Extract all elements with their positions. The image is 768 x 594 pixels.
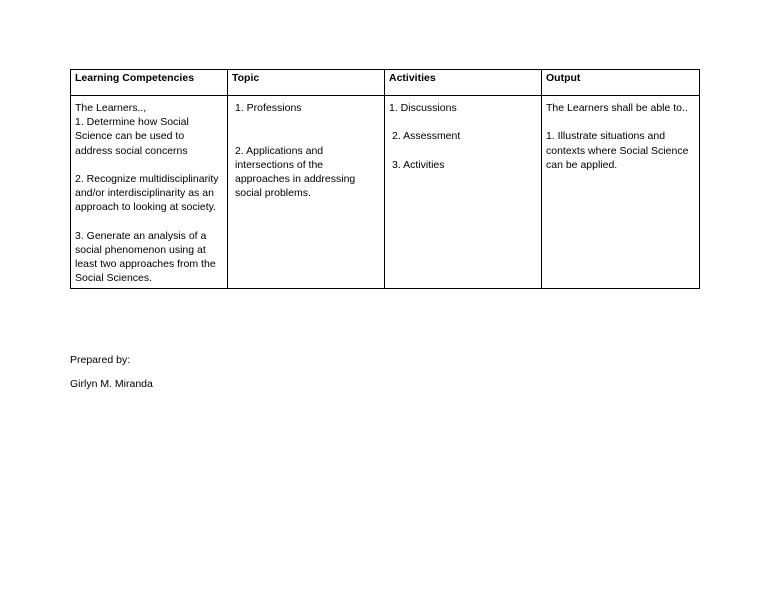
topic-item-1: 1. Professions: [235, 102, 302, 114]
spacer: [75, 215, 223, 229]
competencies-cell: [71, 96, 228, 289]
activity-item-2: 2. Assessment: [392, 130, 461, 143]
competency-item-3: 3. Generate an analysis of a social phenomenon using at least two approaches from the Social Sciences.: [75, 229, 216, 285]
topic-cell: [228, 96, 385, 289]
competency-item-1: 1. Determine how Social Science can be used to address social concerns: [75, 116, 189, 157]
activity-item-1: 1. Discussions: [389, 102, 457, 114]
spacer: [75, 158, 223, 172]
competency-item-2: 2. Recognize multidisciplinarity and/or interdisciplinarity as an approach to looking at society.: [75, 173, 219, 214]
output-item-1: 1. Illustrate situations and contexts where Social Science can be applied.: [546, 130, 689, 171]
header-activities: Activities: [385, 70, 542, 96]
topic-item-2: 2. Applications and intersections of the approaches in addressing social problems.: [235, 144, 356, 200]
prepared-by-label: Prepared by:: [70, 354, 131, 366]
lesson-plan-table: [70, 69, 700, 289]
output-cell: [542, 96, 700, 289]
spacer: [546, 115, 695, 129]
table-row: [71, 96, 700, 289]
table-header-row: [71, 70, 700, 96]
activity-item-3: 3. Activities: [392, 158, 445, 171]
header-output: Output: [542, 70, 700, 96]
preparer-name: Girlyn M. Miranda: [70, 378, 153, 390]
competencies-intro: The Learners..,: [75, 102, 147, 114]
activities-cell: [385, 96, 542, 289]
output-intro: The Learners shall be able to..: [546, 102, 688, 114]
header-learning-competencies: Learning Competencies: [71, 70, 228, 96]
spacer: [232, 115, 380, 143]
spacer: [389, 144, 537, 158]
spacer: [389, 115, 537, 129]
header-topic: Topic: [228, 70, 385, 96]
